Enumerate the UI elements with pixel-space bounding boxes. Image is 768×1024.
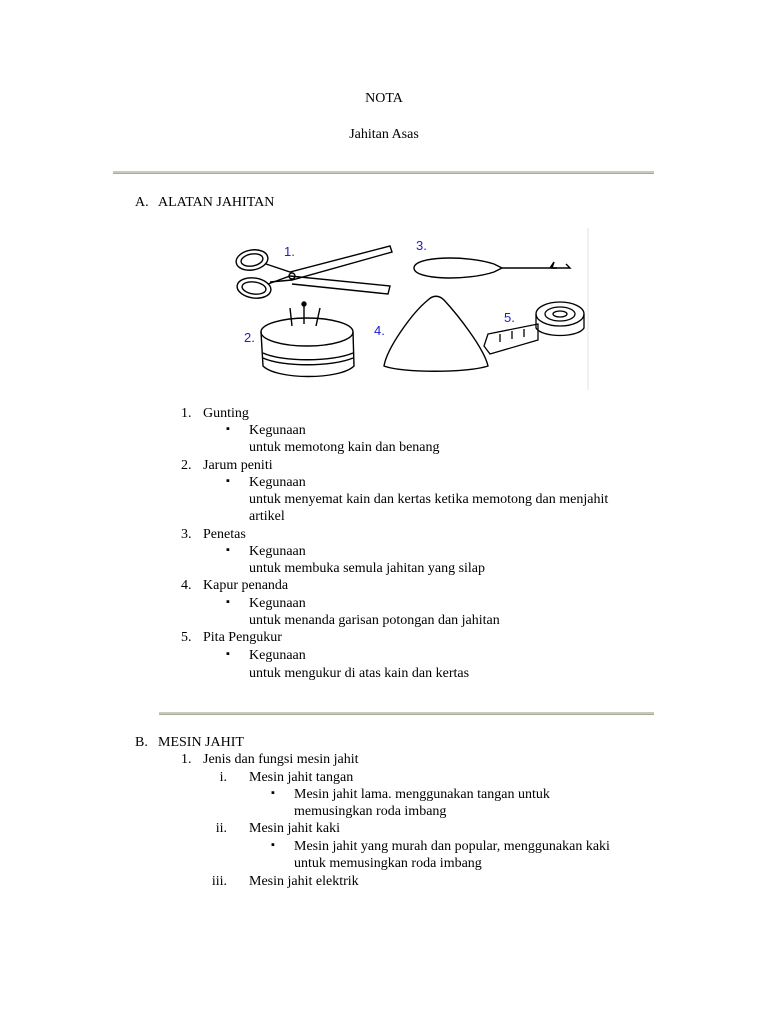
list-item-number: 2. <box>181 458 192 473</box>
list-item-description: untuk menanda garisan potongan dan jahitan <box>249 613 500 628</box>
list-item-number: 5. <box>181 630 192 645</box>
roman-numeral: iii. <box>211 874 227 889</box>
bullet-icon: ▪ <box>271 839 275 851</box>
machine-type-description: Mesin jahit yang murah dan popular, menggunakan kaki <box>294 839 610 854</box>
bullet-icon: ▪ <box>226 423 230 435</box>
list-item-description: artikel <box>249 509 285 524</box>
machine-type-description: untuk memusingkan roda imbang <box>294 856 482 871</box>
measuring-tape-image <box>484 302 584 354</box>
list-item-name: Gunting <box>203 406 249 421</box>
roman-numeral: i. <box>219 770 227 785</box>
machine-type-name: Mesin jahit kaki <box>249 821 340 836</box>
machine-type-description: memusingkan roda imbang <box>294 804 447 819</box>
tailors-chalk-image <box>384 296 488 371</box>
sewing-tools-figure <box>232 228 592 390</box>
list-item-description: untuk memotong kain dan benang <box>249 440 440 455</box>
list-item-bullet-label: Kegunaan <box>249 423 306 438</box>
figure-label-3: 3. <box>416 238 427 253</box>
list-item-name: Jarum peniti <box>203 458 273 473</box>
bullet-icon: ▪ <box>226 475 230 487</box>
bullet-icon: ▪ <box>226 648 230 660</box>
seam-ripper-image <box>414 258 570 278</box>
figure-label-5: 5. <box>504 310 515 325</box>
list-item-bullet-label: Kegunaan <box>249 596 306 611</box>
subsection-heading: Jenis dan fungsi mesin jahit <box>203 752 359 767</box>
list-item-name: Kapur penanda <box>203 578 289 593</box>
section-a-marker: A. <box>135 195 149 210</box>
figure-label-4: 4. <box>374 323 385 338</box>
scissors-image <box>235 246 392 300</box>
machine-type-name: Mesin jahit elektrik <box>249 874 359 889</box>
top-divider <box>113 171 654 174</box>
bullet-icon: ▪ <box>271 787 275 799</box>
machine-type-description: Mesin jahit lama. menggunakan tangan untuk <box>294 787 550 802</box>
section-b-marker: B. <box>135 735 148 750</box>
roman-numeral: ii. <box>215 821 227 836</box>
section-a-heading: ALATAN JAHITAN <box>158 195 275 210</box>
pin-cushion-image <box>261 302 354 377</box>
section-divider <box>159 712 654 715</box>
list-item-bullet-label: Kegunaan <box>249 544 306 559</box>
list-item-description: untuk membuka semula jahitan yang silap <box>249 561 486 576</box>
bullet-icon: ▪ <box>226 596 230 608</box>
list-item-bullet-label: Kegunaan <box>249 648 306 663</box>
figure-label-2: 2. <box>244 330 255 345</box>
figure-label-1: 1. <box>284 244 295 259</box>
list-item-number: 4. <box>181 578 192 593</box>
list-item-description: untuk menyemat kain dan kertas ketika memotong dan menjahit <box>249 492 609 507</box>
section-b-heading: MESIN JAHIT <box>158 735 244 750</box>
list-item-bullet-label: Kegunaan <box>249 475 306 490</box>
list-item-name: Pita Pengukur <box>203 630 282 645</box>
page-title: NOTA <box>365 91 403 106</box>
machine-type-name: Mesin jahit tangan <box>249 770 354 785</box>
list-item-description: untuk mengukur di atas kain dan kertas <box>249 666 470 681</box>
list-item-number: 3. <box>181 527 192 542</box>
list-item-number: 1. <box>181 406 192 421</box>
list-item-name: Penetas <box>203 527 246 542</box>
page-subtitle: Jahitan Asas <box>349 127 419 142</box>
bullet-icon: ▪ <box>226 544 230 556</box>
subsection-number: 1. <box>181 752 192 767</box>
